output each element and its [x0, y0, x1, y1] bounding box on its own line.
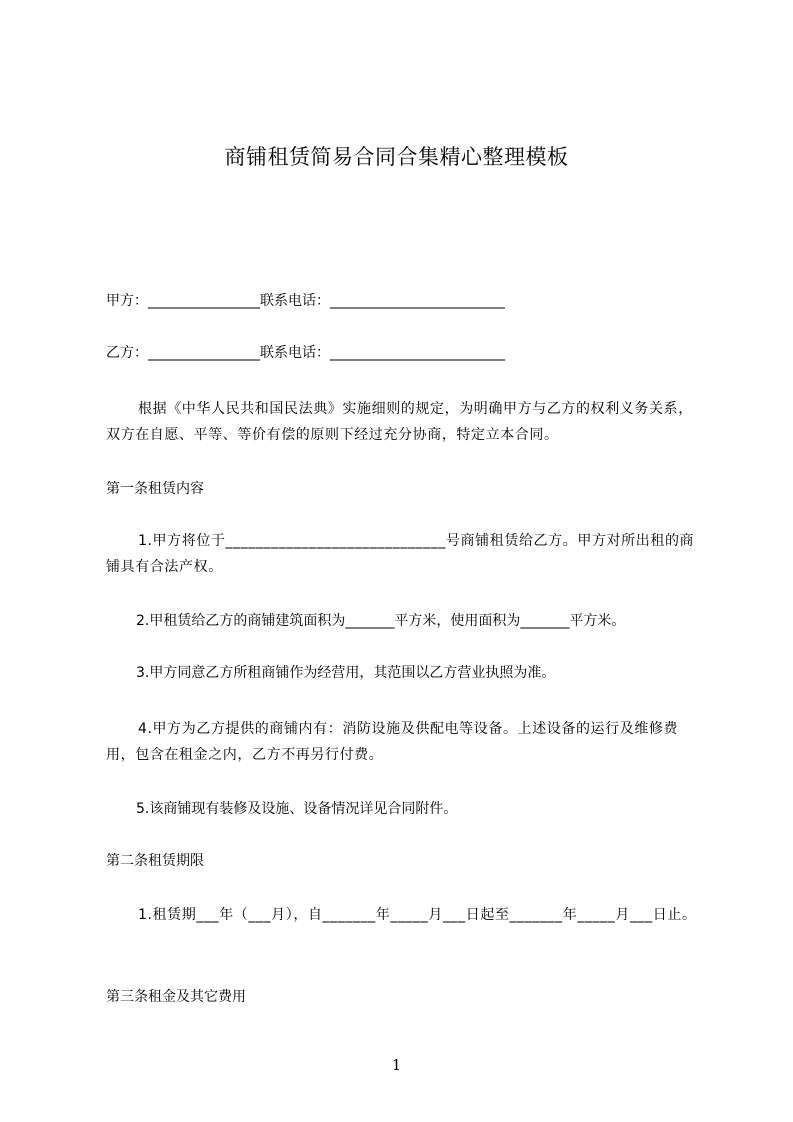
article-1-item-4: 4.甲方为乙方提供的商铺内有：消防设施及供配电等设备。上述设备的运行及维修费用，包含在租金之内，乙方不再另行付费。: [106, 721, 679, 763]
document-title: 商铺租赁简易合同合集精心整理模板: [224, 145, 569, 169]
party-b-line: 乙方：________________联系电话：_________________________: [106, 345, 505, 361]
article-2-heading: 第二条租赁期限: [106, 853, 204, 869]
page-number: 1: [391, 1056, 402, 1074]
preamble-paragraph: 根据《中华人民共和国民法典》实施细则的规定，为明确甲方与乙方的权利义务关系，双方在自愿、平等、等价有偿的原则下经过充分协商，特定立本合同。: [106, 401, 693, 443]
article-2-item-1: 1.租赁期___年（___月），自_______年_____月___日起至_______年_____月___日止。: [138, 907, 697, 923]
article-1-item-2: 2.甲租赁给乙方的商铺建筑面积为_______平方米，使用面积为_______平方米。: [136, 613, 626, 629]
article-1-item-5: 5.该商铺现有装修及设施、设备情况详见合同附件。: [136, 801, 458, 817]
article-1-item-3: 3.甲方同意乙方所租商铺作为经营用，其范围以乙方营业执照为准。: [136, 665, 556, 681]
party-a-line: 甲方：________________联系电话：_________________________: [106, 293, 505, 309]
article-3-heading: 第三条租金及其它费用: [106, 989, 246, 1005]
article-1-item-1: 1.甲方将位于_____________________________号商铺租赁给乙方。甲方对所出租的商铺具有合法产权。: [106, 533, 695, 575]
article-1-heading: 第一条租赁内容: [106, 481, 204, 497]
